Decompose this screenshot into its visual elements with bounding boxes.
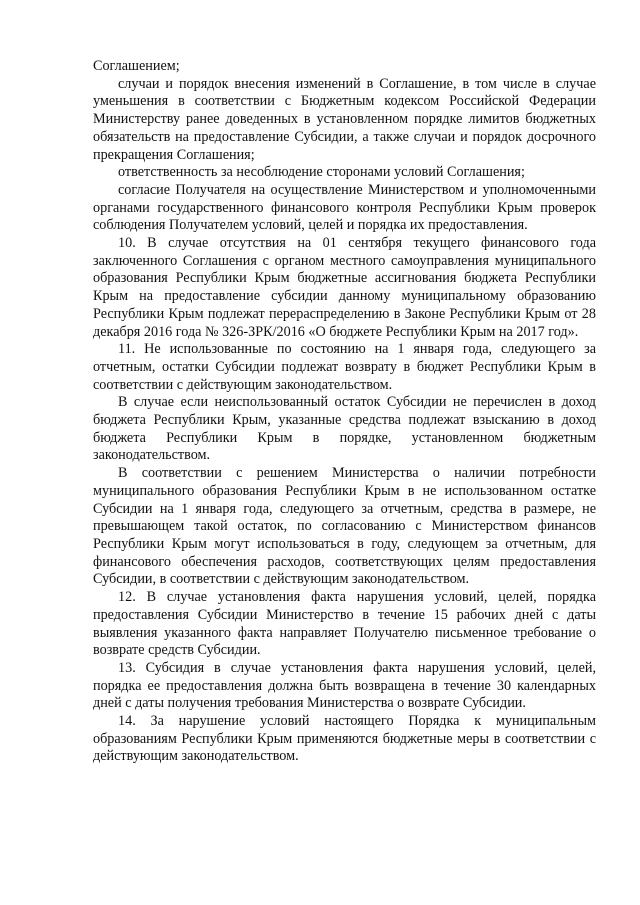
document-page xyxy=(93,58,596,766)
paragraph-item-13: 13. Субсидия в случае установления факта нарушения условий, целей, порядка ее предоставления должна быть возвращена в течение 30 календарных дней с даты получения требования Министерства о возврате Субсидии. xyxy=(93,659,596,712)
paragraph-item-14: 14. За нарушение условий настоящего Порядка к муниципальным образованиям Республики Крым применяются бюджетные меры в соответствии с действующим законодательством. xyxy=(93,713,596,765)
paragraph-unused-remainder: В случае если неиспользованный остаток Субсидии не перечислен в доход бюджета Республики Крым, указанные средства подлежат взысканию в доход бюджета Республики Крым в порядке, установленном бюджетным законодательством. xyxy=(93,394,596,464)
paragraph-amendment-cases: случаи и порядок внесения изменений в Соглашение, в том числе в случае уменьшения в соответствии с Бюджетным кодексом Российской Федерации Министерству ранее доведенных в установленном порядке лимитов бюджетных обязательств на предоставление Субсидии, а также случаи и порядок досрочного прекращения Соглашения; xyxy=(93,75,596,163)
paragraph-recipient-consent: согласие Получателя на осуществление Министерством и уполномоченными органами государственного финансового контроля Республики Крым проверок соблюдения Получателем условий, целей и порядка их предоставления. xyxy=(93,181,596,234)
paragraph-item-10: 10. В случае отсутствия на 01 сентября текущего финансового года заключенного Соглашения с органом местного самоуправления муниципального образования Республики Крым бюджетные ассигнования бюджета Республики Крым на предоставление субсидии данному муниципальному образованию Республики Крым подлежат перераспределению в Законе Республики Крым от 28 декабря 2016 года № 326-ЗРК/2016 «О бюджете Республики Крым на 2017 год». xyxy=(93,235,596,340)
paragraph-continuation: Соглашением; xyxy=(93,58,180,74)
paragraph-item-12: 12. В случае установления факта нарушения условий, целей, порядка предоставления Субсидии Министерство в течение 15 рабочих дней с даты выявления указанного факта направляет Получателю письменное требование о возврате средств Субсидии. xyxy=(93,589,596,659)
paragraph-item-11: 11. Не использованные по состоянию на 1 января года, следующего за отчетным, остатки Субсидии подлежат возврату в бюджет Республики Крым в соответствии с действующим законодательством. xyxy=(93,341,596,393)
paragraph-ministry-decision: В соответствии с решением Министерства о наличии потребности муниципального образования Республики Крым в не использованном остатке Субсидии на 1 января года, следующего за отчетным, средства в размере, не превышающем такой остаток, по согласованию с Министерством финансов Республики Крым могут использоваться в году, следующем за отчетным, для финансового обеспечения расходов, соответствующих целям предоставления Субсидии, в соответствии с действующим законодательством. xyxy=(93,465,596,588)
paragraph-responsibility: ответственность за несоблюдение сторонами условий Соглашения; xyxy=(118,164,525,181)
